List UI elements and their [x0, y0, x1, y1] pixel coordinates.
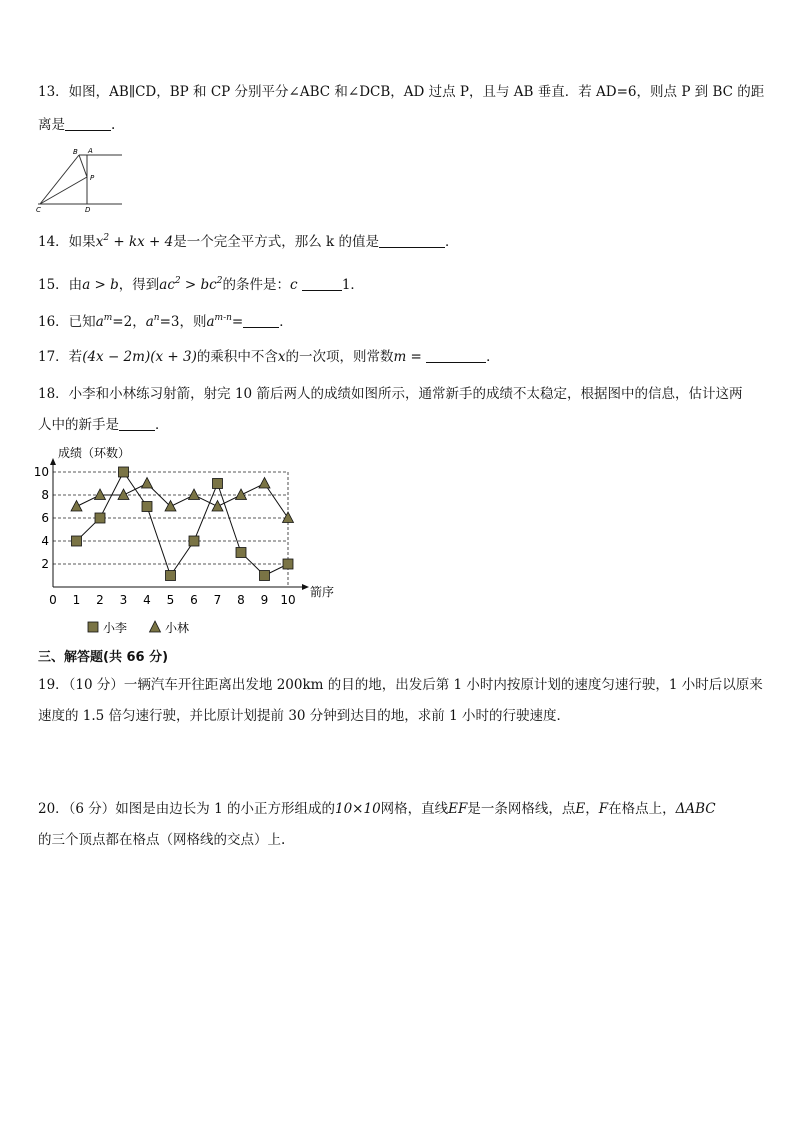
data-point-triangle: [189, 489, 200, 500]
x-tick-label: 1: [72, 593, 81, 607]
answer-blank-17[interactable]: [426, 348, 486, 363]
data-point-square: [189, 536, 199, 546]
y-tick-label: 6: [41, 511, 49, 525]
q15-condition: a > b: [82, 277, 119, 293]
q17-m: m =: [393, 349, 422, 365]
answer-blank-15[interactable]: [302, 276, 342, 291]
answer-blank-16[interactable]: [243, 313, 279, 328]
answer-blank-18[interactable]: [119, 416, 155, 431]
label-C: C: [36, 206, 41, 214]
data-point-triangle: [283, 512, 294, 523]
x-tick-label: 6: [190, 593, 198, 607]
data-point-triangle: [236, 489, 247, 500]
q18-line2: 人中的新手是 ．: [38, 417, 169, 433]
q13-line2: 离是 .: [38, 117, 116, 133]
data-point-square: [260, 571, 270, 581]
q16-am: $a^m$: [95, 313, 113, 330]
data-point-square: [236, 548, 246, 558]
data-point-triangle: [95, 489, 106, 500]
x-axis-arrow: [302, 584, 309, 590]
q17-line: 17．若(4x − 2m)(x + 3)的乘积中不含x的一次项，则常数m = ．: [38, 349, 500, 365]
x-tick-label: 9: [260, 593, 269, 607]
answer-blank-13[interactable]: [65, 116, 111, 131]
x-tick-label: 7: [213, 593, 222, 607]
series-line-2: [77, 484, 289, 519]
data-point-triangle: [71, 501, 82, 512]
y-axis-arrow: [50, 458, 56, 465]
y-axis-label: 成绩（环数）: [58, 446, 131, 460]
q18-line1: 18．小李和小林练习射箭，射完 10 箭后两人的成绩如图所示，通常新手的成绩不太稳定，根据图中的信息，估计这两: [38, 386, 743, 402]
y-tick-label: 8: [41, 488, 49, 502]
legend-label: 小李: [103, 621, 128, 635]
data-point-square: [72, 536, 82, 546]
legend-marker-triangle: [150, 621, 161, 632]
data-point-triangle: [142, 478, 153, 489]
data-point-square: [119, 467, 129, 477]
x-axis-label: 箭序: [310, 585, 335, 599]
data-point-square: [142, 502, 152, 512]
label-D: D: [85, 206, 91, 214]
y-tick-label: 4: [41, 534, 49, 548]
q17-expression: (4x − 2m)(x + 3): [82, 349, 197, 365]
label-P: P: [90, 174, 95, 182]
q13-figure: [34, 146, 130, 216]
q19-line1: 19．（10 分）一辆汽车开往距离出发地 200km 的目的地，出发后第 1 小时内按原计划的速度匀速行驶，1 小时后以原来: [38, 677, 763, 693]
q14-expression: $x^2$ + kx + 4: [95, 233, 174, 250]
shooting-score-chart: [30, 440, 350, 645]
y-tick-label: 2: [41, 557, 49, 571]
q20-line2: 的三个顶点都在格点（网格线的交点）上.: [38, 832, 286, 848]
data-point-triangle: [118, 489, 129, 500]
answer-blank-14[interactable]: [379, 233, 445, 248]
data-point-square: [283, 559, 293, 569]
section-heading: 三、解答题(共 66 分): [38, 650, 169, 665]
x-tick-label: 2: [96, 593, 104, 607]
legend-label: 小林: [165, 621, 190, 635]
label-A: A: [88, 147, 93, 155]
x-tick-label: 0: [49, 593, 57, 607]
x-tick-label: 8: [237, 593, 245, 607]
label-B: B: [73, 148, 78, 156]
data-point-triangle: [259, 478, 270, 489]
data-point-square: [95, 513, 105, 523]
q14-line: 14．如果$x^2$ + kx + 4是一个完全平方式，那么 k 的值是 ．: [38, 233, 459, 250]
y-tick-label: 10: [33, 465, 49, 479]
legend-marker-square: [88, 622, 98, 632]
x-tick-label: 5: [166, 593, 175, 607]
q16-an: $a^n$: [145, 313, 160, 330]
x-tick-label: 3: [119, 593, 128, 607]
q20-line1: 20．（6 分）如图是由边长为 1 的小正方形组成的10×10网格，直线EF是一条网格线，点E，F在格点上，ΔABC: [38, 801, 716, 817]
data-point-triangle: [212, 501, 223, 512]
q15-inequality: $ac^2 > bc^2$: [159, 276, 223, 293]
x-tick-label: 4: [143, 593, 151, 607]
q13-line1: 13．如图，AB∥CD，BP 和 CP 分别平分∠ABC 和∠DCB，AD 过点 P，且与 AB 垂直．若 AD=6，则点 P 到 BC 的距: [38, 84, 765, 100]
data-point-square: [213, 479, 223, 489]
data-point-square: [166, 571, 176, 581]
q15-line: 15．由a > b，得到$ac^2 > bc^2$的条件是：c 1．: [38, 276, 364, 293]
q16-amn: $a^{m-n}$: [206, 313, 232, 330]
q16-line: 16．已知$a^m=2$，$a^n=3$，则$a^{m-n}=$ ．: [38, 313, 293, 330]
x-tick-label: 10: [280, 593, 296, 607]
q19-line2: 速度的 1.5 倍匀速行驶，并比原计划提前 30 分钟到达目的地，求前 1 小时的行驶速度．: [38, 708, 570, 724]
